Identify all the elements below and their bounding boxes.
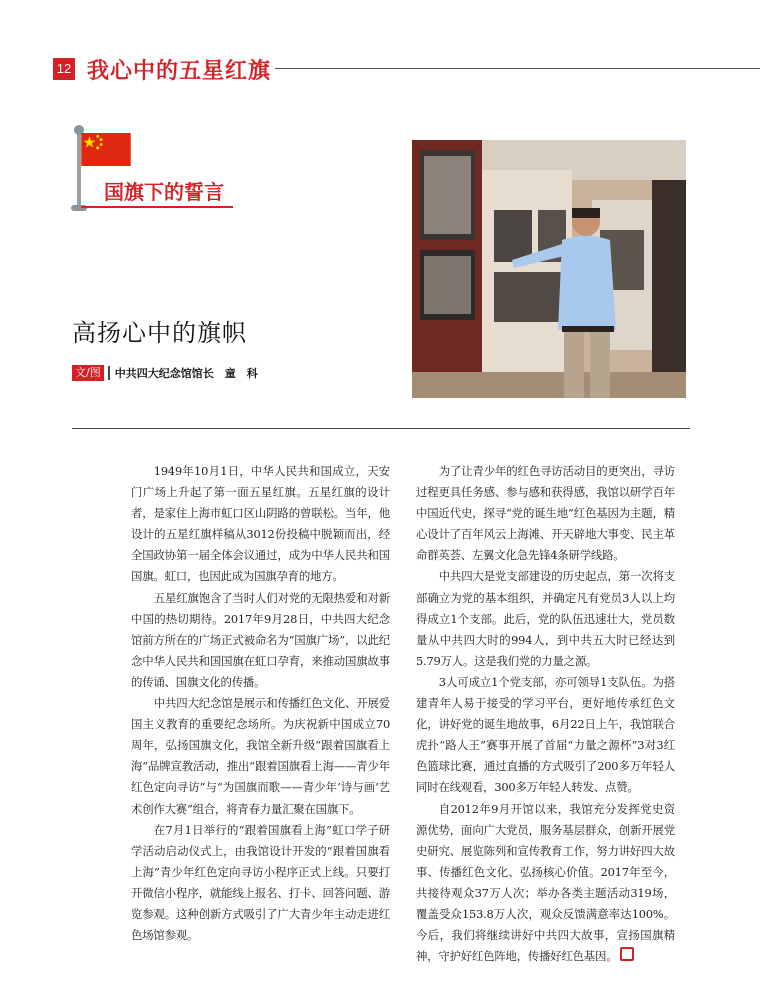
paragraph: 中共四大纪念馆是展示和传播红色文化、开展爱国主义教育的重要纪念场所。为庆祝新中国成立70周年，弘扬国旗文化，我馆全新升级“跟着国旗看上海”品牌宣教活动，推出“跟着国旗看上海——青少年红色定向寻访”与“为国旗而歌——青少年‘诗与画’艺术创作大赛”组合，将青春力量汇聚在国旗下。 — [131, 696, 390, 816]
paragraph: 3人可成立1个党支部，亦可领导1支队伍。为搭建青年人易于接受的学习平台，更好地传承红色文化，讲好党的诞生地故事，6月22日上午，我馆联合虎扑“路人王”赛事开展了首届“力量之源杯”3对3红色篮球比赛，通过直播的方式吸引了200多万年轻人同时在线观看，300多万年轻人转发、点赞。 — [416, 674, 675, 795]
body-column-right — [416, 461, 675, 967]
article-photo — [412, 140, 686, 398]
section-label-underline — [81, 206, 233, 208]
paragraph: 1949年10月1日，中华人民共和国成立，天安门广场上升起了第一面五星红旗。五星红旗的设计者，是家住上海市虹口区山阴路的曾联松。当年，他设计的五星红旗样稿从3012份投稿中脱颖而出，经全国政协第一届全体会议通过，成为中华人民共和国国旗。虹口，也因此成为国旗孕育的地方。 — [131, 464, 390, 584]
end-mark-icon — [620, 947, 634, 961]
article-title: 高扬心中的旗帜 — [72, 319, 247, 347]
paragraph: 为了让青少年的红色寻访活动目的更突出，寻访过程更具任务感、参与感和获得感，我馆以研学百年中国近代史，探寻“党的诞生地”红色基因为主题，精心设计了百年风云上海滩、开天辟地大事变、民主革命群英荟、左翼文化急先锋4条研学线路。 — [416, 464, 675, 563]
paragraph: 在7月1日举行的“跟着国旗看上海”虹口学子研学活动启动仪式上，由我馆设计开发的“跟着国旗看上海”青少年红色定向寻访小程序正式上线。只要打开微信小程序，就能线上报名、打卡、回答问题、游览参观。这种创新方式吸引了广大青少年主动走进红色场馆参观。 — [131, 822, 390, 943]
page-header — [0, 0, 760, 90]
china-flag-icon — [81, 133, 131, 166]
section-label: 国旗下的誓言 — [104, 180, 224, 204]
byline-tag: 文/图 — [72, 365, 104, 381]
paragraph: 中共四大是党支部建设的历史起点，第一次将支部确立为党的基本组织，并确定凡有党员3人以上均得成立1个支部。此后，党的队伍迅速壮大，党员数量从中共四大时的994人，到中共五大时已经达到5.79万人。这是我们党的力量之源。 — [416, 569, 675, 668]
byline — [72, 362, 258, 380]
paragraph-final-text: 自2012年9月开馆以来，我馆充分发挥党史资源优势，面向广大党员，服务基层群众，创新开展党史研究、展览陈列和宣传教育工作，努力讲好四大故事、传播红色文化、弘扬核心价值。2017年至今，共接待观众37万人次；举办各类主题活动319场，覆盖受众153.8万人次，观众反馈满意率达100%。今后，我们将继续讲好中共四大故事，宣扬国旗精神，守护好红色阵地，传播好红色基因。 — [416, 801, 675, 964]
body-column-left — [131, 461, 390, 946]
byline-author: 中共四大纪念馆馆长 童 科 — [114, 366, 258, 380]
content-divider — [72, 428, 690, 429]
page-number: 12 — [53, 58, 75, 80]
byline-separator — [108, 366, 110, 380]
section-badge — [66, 125, 246, 215]
column-title: 我心中的五星红旗 — [87, 59, 272, 84]
header-rule — [275, 68, 760, 69]
paragraph: 五星红旗饱含了当时人们对党的无限热爱和对新中国的热切期待。2017年9月28日，中共四大纪念馆前方所在的广场正式被命名为“国旗广场”，以此纪念中华人民共和国国旗在虹口孕育，来推动国旗故事的传诵、国旗文化的传播。 — [131, 590, 390, 689]
paragraph-final — [416, 799, 675, 968]
